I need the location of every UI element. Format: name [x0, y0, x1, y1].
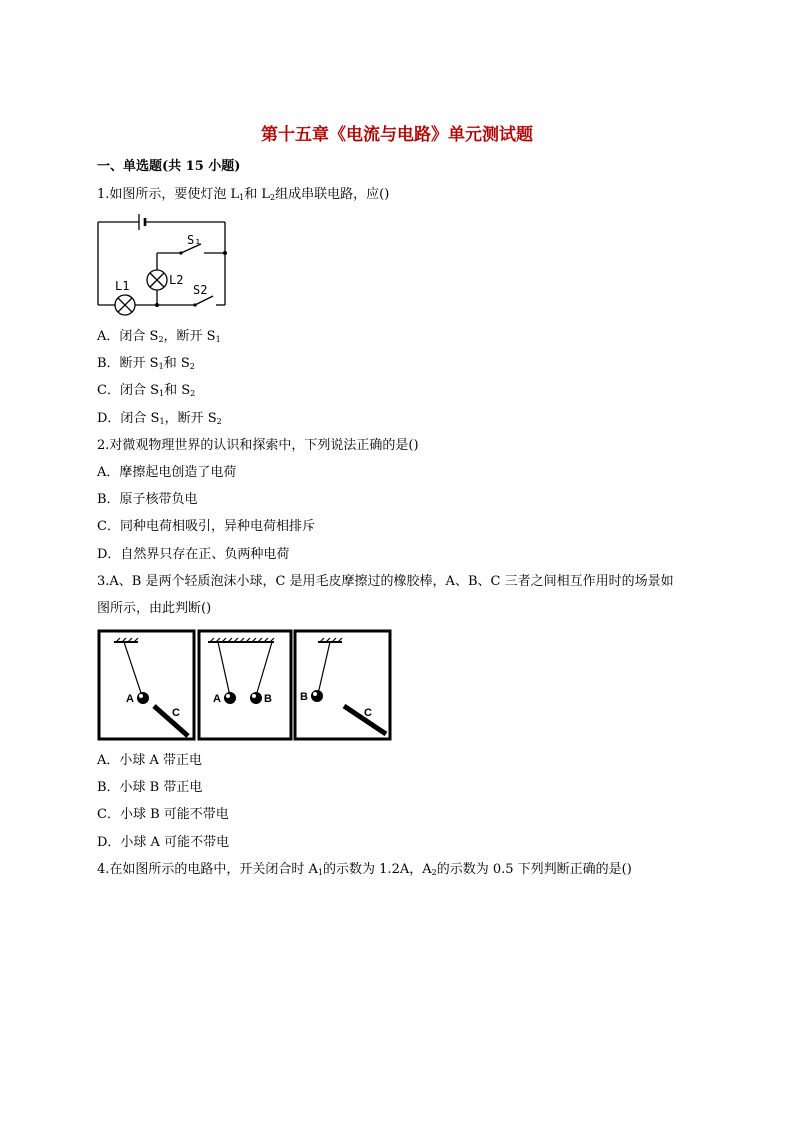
question-2-stem: 2.对微观物理世界的认识和探索中，下列说法正确的是() [97, 438, 419, 453]
page-title: 第十五章《电流与电路》单元测试题 [261, 125, 533, 145]
q1-option-c: C．闭合 $S_1$和 $S_2$ [97, 383, 196, 398]
label-ball-b-panel3: B [300, 691, 308, 703]
label-ball-a-panel2: A [213, 693, 221, 705]
label-s2: S2 [193, 283, 208, 297]
label-rod-c-panel3: C [364, 707, 372, 719]
q3-option-c: C．小球 B 可能不带电 [97, 807, 229, 822]
q3-option-b: B．小球 B 带正电 [97, 780, 203, 795]
q2-option-b: B．原子核带负电 [97, 492, 198, 507]
q1-option-b: B．断开 $S_1$和 $S_2$ [97, 356, 195, 371]
q3-option-a: A．小球 A 带正电 [97, 753, 203, 768]
label-l2: L2 [169, 273, 184, 287]
label-ball-a-panel1: A [126, 693, 134, 705]
q1-option-a: A．闭合 $S_2$，断开 $S_1$ [97, 329, 221, 344]
pith-ball-figure-q3 [96, 628, 394, 742]
q2-option-a: A．摩擦起电创造了电荷 [97, 465, 237, 480]
q3-option-d: D．小球 A 可能不带电 [97, 835, 230, 850]
label-ball-b-panel2: B [264, 693, 272, 705]
question-4-stem: 4.在如图所示的电路中，开关闭合时 $A_1$的示数为 1.2A，$A_2$的示数为 0.5 下列判断正确的是() [97, 862, 632, 877]
section-heading: 一、单选题(共 15 小题) [97, 159, 241, 174]
q1-option-d: D．闭合 $S_1$，断开 $S_2$ [97, 411, 222, 426]
label-rod-c-panel1: C [172, 707, 180, 719]
circuit-diagram-q1 [95, 210, 235, 320]
label-s1: S₁ [187, 233, 202, 247]
question-3-stem-line2: 图所示，由此判断() [97, 601, 212, 616]
question-3-stem-line1: 3.A、B 是两个轻质泡沫小球，C 是用毛皮摩擦过的橡胶棒，A、B、C 三者之间相互作用时的场景如 [97, 574, 674, 589]
q2-option-c: C．同种电荷相吸引，异种电荷相排斥 [97, 519, 315, 534]
q2-option-d: D．自然界只存在正、负两种电荷 [97, 547, 290, 562]
label-l1: L1 [115, 279, 130, 293]
question-1-stem: 1.如图所示，要使灯泡 $L_1$和 $L_2$组成串联电路，应() [97, 187, 390, 202]
